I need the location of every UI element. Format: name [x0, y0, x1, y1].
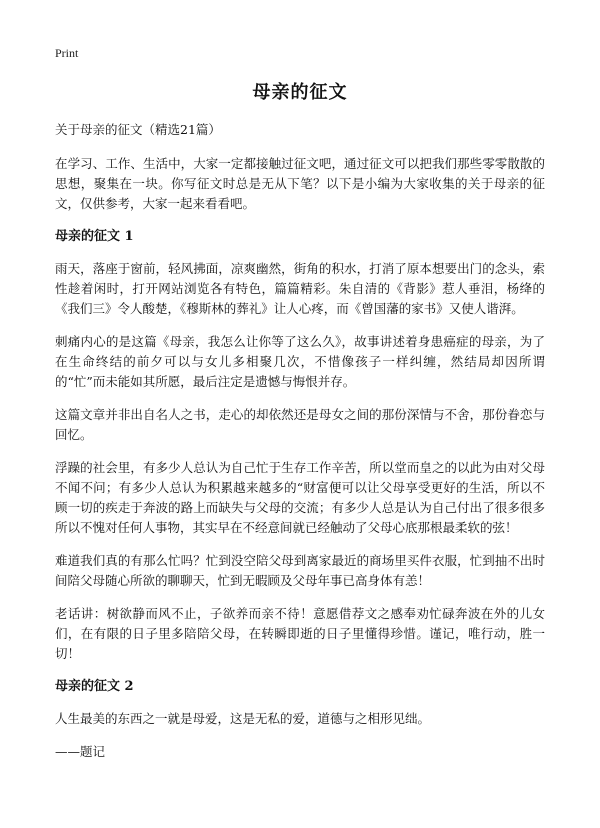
print-label[interactable]: Print	[55, 46, 79, 60]
paragraph: 难道我们真的有那么忙吗？忙到没空陪父母到离家最近的商场里买件衣服，忙到抽不出时间陪父母随心所欲的聊聊天，忙到无暇顾及父母年事已高身体有恙！	[55, 553, 545, 588]
section-heading-2: 母亲的征文 2	[55, 679, 134, 694]
paragraph: 浮躁的社会里，有多少人总认为自己忙于生存工作辛苦，所以堂而皇之的以此为由对父母不闻不问；有多少人总认为积累越来越多的“财富便可以让父母享受更好的生活，所以不顾一切的疾走于奔波的路上而缺失与父母的交流；有多少人总是认为自己付出了很多很多所以不愧对任何人事物，其实早在不经意间就已经触动了父母心底那根最柔软的弦！	[55, 460, 545, 535]
paragraph: 刺痛内心的是这篇《母亲，我怎么让你等了这么久》，故事讲述着身患癌症的母亲，为了在生命终结的前夕可以与女儿多相聚几次，不惜像孩子一样纠缠，然结局却因所谓的“忙”而未能如其所愿，最后注定是遗憾与悔恨并存。	[55, 334, 545, 389]
intro-paragraph: 在学习、工作、生活中，大家一定都接触过征文吧，通过征文可以把我们那些零零散散的思想，聚集在一块。你写征文时总是无从下笔？以下是小编为大家收集的关于母亲的征文，仅供参考，大家一起来看看吧。	[55, 156, 545, 211]
epigraph-attribution: ——题记	[55, 744, 106, 759]
paragraph: 老话讲：树欲静而风不止，子欲养而亲不待！意愿借荐文之感奉劝忙碌奔波在外的儿女们，在有限的日子里多陪陪父母，在转瞬即逝的日子里懂得珍惜。谨记，唯行动，胜一切！	[55, 606, 545, 661]
article-subtitle: 关于母亲的征文（精选21篇）	[55, 122, 221, 137]
page-title: 母亲的征文	[252, 82, 348, 103]
paragraph: 这篇文章并非出自名人之书，走心的却依然还是母女之间的那份深情与不舍，那份眷恋与回忆。	[55, 407, 545, 442]
paragraph: 雨天，落座于窗前，轻风拂面，凉爽幽然，街角的积水，打消了原本想要出门的念头，索性趁着闲时，打开网站浏览各有特色，篇篇精彩。朱自清的《背影》惹人垂泪，杨绛的《我们三》令人酸楚，《穆斯林的葬礼》让人心疼，而《曾国藩的家书》又使人谐湃。	[55, 261, 545, 316]
paragraph: 人生最美的东西之一就是母爱，这是无私的爱，道德与之相形见绌。	[55, 711, 431, 726]
article-body	[55, 120, 545, 775]
section-heading-1: 母亲的征文 1	[55, 229, 134, 244]
